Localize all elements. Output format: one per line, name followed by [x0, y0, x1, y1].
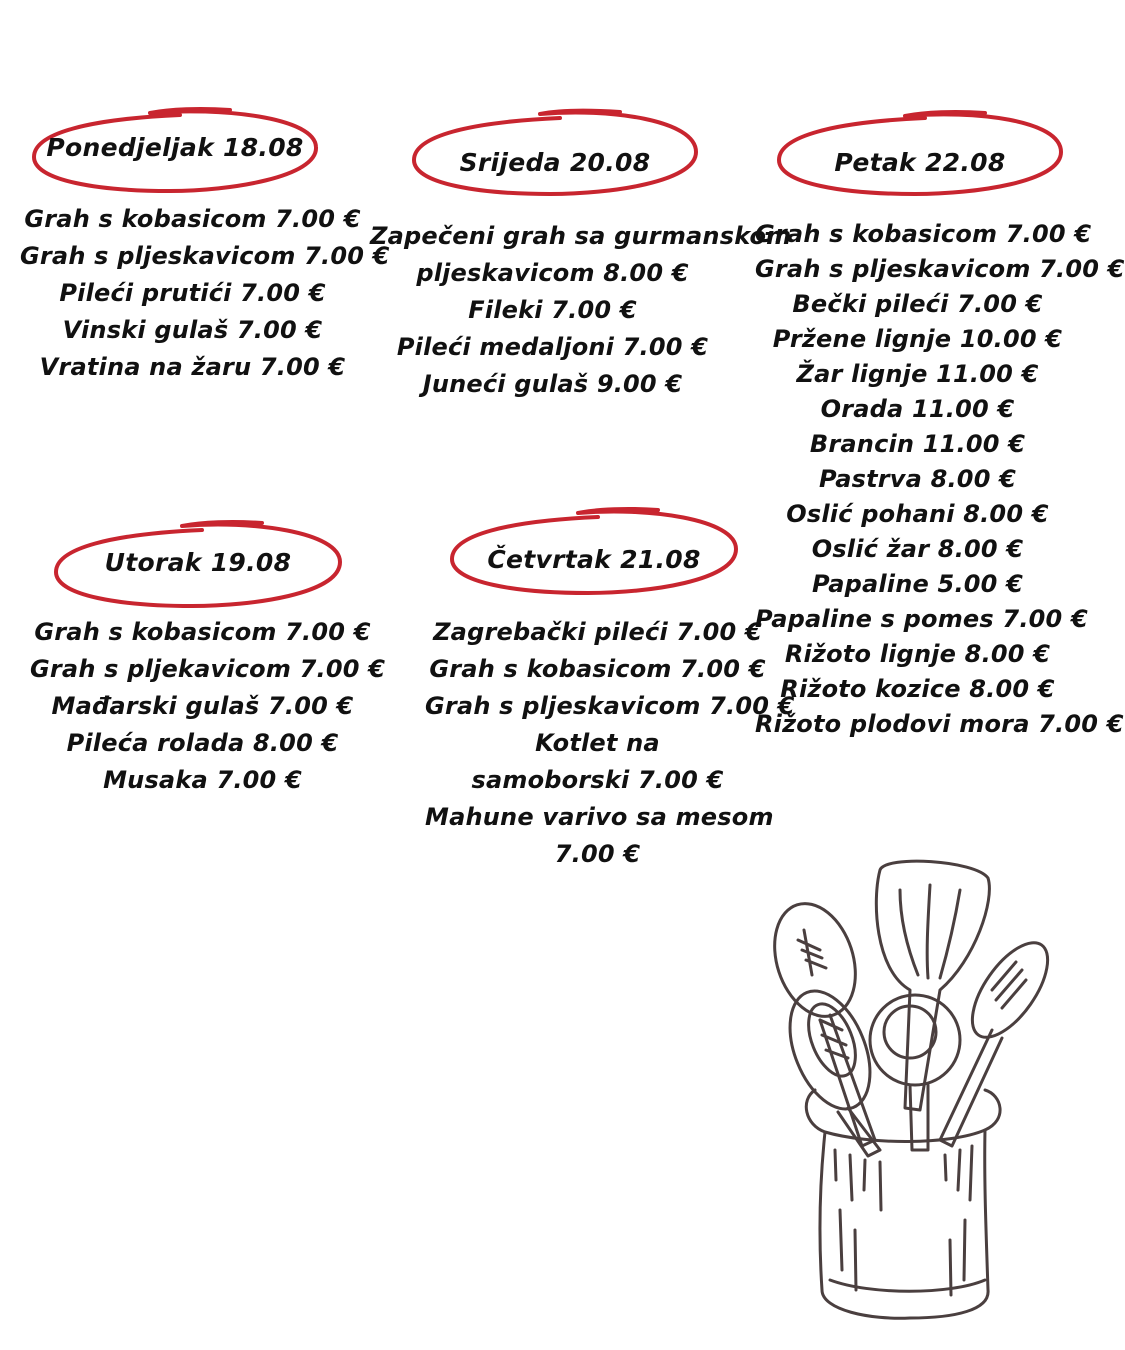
menu-item: pljeskavicom 8.00 €	[416, 259, 689, 287]
menu-item: Žar lignje 11.00 €	[796, 360, 1039, 388]
menu-item: Grah s kobasicom 7.00 €	[24, 205, 361, 233]
menu-item: Vratina na žaru 7.00 €	[39, 353, 346, 381]
menu-item: Oslić žar 8.00 €	[811, 535, 1024, 563]
menu-item: Grah s kobasicom 7.00 €	[34, 618, 371, 646]
menu-item: Juneći gulaš 9.00 €	[422, 370, 683, 398]
menu-item: Pileća rolada 8.00 €	[66, 729, 339, 757]
monday-header	[30, 105, 320, 195]
menu-item: Pileći medaljoni 7.00 €	[396, 333, 709, 361]
menu-item: Grah s pljeskavicom 7.00 €	[425, 692, 795, 720]
menu-item: Pileći prutići 7.00 €	[59, 279, 326, 307]
wednesday-title: Srijeda 20.08	[459, 148, 651, 177]
tuesday-menu	[30, 618, 386, 803]
menu-item: Zapečeni grah sa gurmanskom	[370, 222, 792, 250]
tuesday-header	[52, 518, 344, 610]
menu-item: Rižoto kozice 8.00 €	[780, 675, 1055, 703]
monday-menu	[20, 205, 390, 390]
menu-item: Grah s pljeskavicom 7.00 €	[20, 242, 390, 270]
menu-item: Pržene lignje 10.00 €	[772, 325, 1063, 353]
menu-item: Papaline s pomes 7.00 €	[755, 605, 1088, 633]
menu-item: Bečki pileći 7.00 €	[792, 290, 1043, 318]
menu-item: Grah s kobasicom 7.00 €	[755, 220, 1092, 248]
menu-item: Rižoto plodovi mora 7.00 €	[755, 710, 1124, 738]
menu-item: Vinski gulaš 7.00 €	[62, 316, 323, 344]
menu-item: Musaka 7.00 €	[103, 766, 302, 794]
thursday-header	[448, 505, 740, 597]
menu-item: samoborski 7.00 €	[471, 766, 724, 794]
tuesday-title: Utorak 19.08	[104, 548, 292, 577]
menu-item: Oslić pohani 8.00 €	[786, 500, 1049, 528]
wednesday-header	[410, 108, 700, 198]
menu-item: Brancin 11.00 €	[809, 430, 1026, 458]
menu-item: Fileki 7.00 €	[468, 296, 637, 324]
thursday-title: Četvrtak 21.08	[487, 545, 701, 574]
menu-item: Papaline 5.00 €	[811, 570, 1024, 598]
menu-item: Mahune varivo sa mesom	[425, 803, 774, 831]
friday-header	[775, 108, 1065, 198]
friday-menu	[755, 220, 1125, 745]
monday-title: Ponedjeljak 18.08	[46, 133, 304, 162]
menu-item: Grah s pljekavicom 7.00 €	[30, 655, 386, 683]
menu-item: Grah s kobasicom 7.00 €	[429, 655, 766, 683]
menu-item: Kotlet na	[535, 729, 660, 757]
wednesday-menu	[370, 222, 792, 407]
menu-item: Zagrebački pileći 7.00 €	[433, 618, 762, 646]
menu-item: Grah s pljeskavicom 7.00 €	[755, 255, 1125, 283]
menu-item: Rižoto lignje 8.00 €	[784, 640, 1051, 668]
menu-item: Mađarski gulaš 7.00 €	[51, 692, 354, 720]
kitchen-utensils-jar-icon	[760, 850, 1060, 1320]
menu-item: Pastrva 8.00 €	[818, 465, 1017, 493]
thursday-menu	[425, 618, 795, 877]
friday-title: Petak 22.08	[834, 148, 1006, 177]
menu-item: Orada 11.00 €	[820, 395, 1015, 423]
menu-item: 7.00 €	[554, 840, 641, 868]
